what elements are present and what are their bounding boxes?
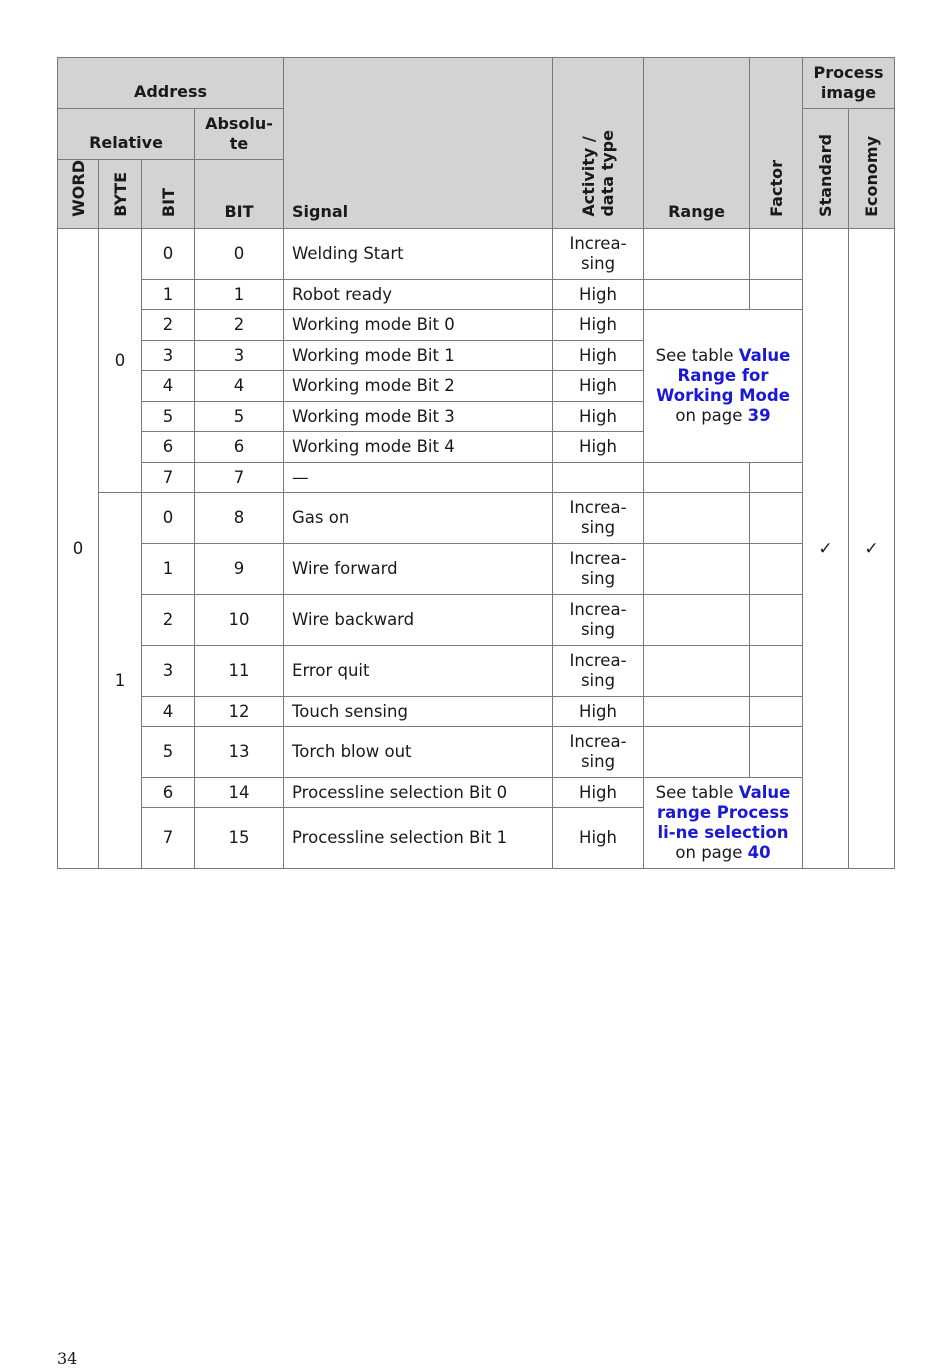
signal-cell: Working mode Bit 2 xyxy=(284,371,553,402)
range-cell xyxy=(644,646,750,697)
activity-cell: Increa-sing xyxy=(553,493,644,544)
signal-cell: Gas on xyxy=(284,493,553,544)
bit-cell: 4 xyxy=(142,697,195,727)
abs-bit-cell: 5 xyxy=(195,402,284,432)
activity-cell: High xyxy=(553,402,644,432)
bit-cell: 1 xyxy=(142,280,195,310)
page-40-link[interactable]: 40 xyxy=(747,843,771,862)
bit-cell: 5 xyxy=(142,402,195,432)
activity-cell: Increa-sing xyxy=(553,595,644,646)
signal-header: Signal xyxy=(284,58,553,229)
signal-cell: Wire backward xyxy=(284,595,553,646)
factor-cell xyxy=(750,463,803,493)
value-range-processline-link[interactable]: Value range Process li-ne selection xyxy=(657,783,791,842)
abs-bit-cell: 13 xyxy=(195,727,284,778)
activity-cell: High xyxy=(553,371,644,402)
process-image-header: Process image xyxy=(803,58,895,109)
factor-cell xyxy=(750,646,803,697)
signal-cell: Processline selection Bit 1 xyxy=(284,808,553,869)
bit-cell: 2 xyxy=(142,595,195,646)
value-range-working-mode-link[interactable]: Value Range for Working Mode xyxy=(656,346,791,405)
economy-header: Economy xyxy=(849,109,895,229)
absolute-header: Absolu-te xyxy=(195,109,284,160)
abs-bit-cell: 2 xyxy=(195,310,284,341)
range-reference-working-mode: See table Value Range for Working Mode on page 39 xyxy=(644,310,803,463)
abs-bit-cell: 0 xyxy=(195,229,284,280)
signal-cell: Working mode Bit 0 xyxy=(284,310,553,341)
abs-bit-cell: 1 xyxy=(195,280,284,310)
range-cell xyxy=(644,229,750,280)
bit-cell: 7 xyxy=(142,808,195,869)
activity-cell: Increa-sing xyxy=(553,727,644,778)
bit-cell: 0 xyxy=(142,493,195,544)
factor-cell xyxy=(750,229,803,280)
abs-bit-cell: 4 xyxy=(195,371,284,402)
bit-cell: 5 xyxy=(142,727,195,778)
byte-header: BYTE xyxy=(99,160,142,229)
range-header: Range xyxy=(644,58,750,229)
bit-cell: 0 xyxy=(142,229,195,280)
abs-bit-cell: 8 xyxy=(195,493,284,544)
activity-cell: High xyxy=(553,280,644,310)
range-cell xyxy=(644,595,750,646)
standard-check: ✓ xyxy=(803,229,849,869)
abs-bit-cell: 12 xyxy=(195,697,284,727)
signal-cell: Error quit xyxy=(284,646,553,697)
factor-cell xyxy=(750,493,803,544)
activity-header: Activity / data type xyxy=(553,58,644,229)
abs-bit-header: BIT xyxy=(195,160,284,229)
signal-table xyxy=(57,57,895,869)
range-cell xyxy=(644,544,750,595)
bit-cell: 2 xyxy=(142,310,195,341)
factor-cell xyxy=(750,595,803,646)
range-cell xyxy=(644,493,750,544)
range-cell xyxy=(644,727,750,778)
range-cell xyxy=(644,280,750,310)
activity-cell: Increa-sing xyxy=(553,229,644,280)
activity-cell xyxy=(553,463,644,493)
bit-cell: 1 xyxy=(142,544,195,595)
signal-cell: Touch sensing xyxy=(284,697,553,727)
activity-cell: High xyxy=(553,697,644,727)
abs-bit-cell: 15 xyxy=(195,808,284,869)
bit-cell: 6 xyxy=(142,778,195,808)
signal-cell: Wire forward xyxy=(284,544,553,595)
bit-cell: 3 xyxy=(142,646,195,697)
factor-cell xyxy=(750,280,803,310)
abs-bit-cell: 10 xyxy=(195,595,284,646)
factor-cell xyxy=(750,727,803,778)
byte-cell: 0 xyxy=(99,229,142,493)
signal-cell: Torch blow out xyxy=(284,727,553,778)
bit-cell: 6 xyxy=(142,432,195,463)
page-39-link[interactable]: 39 xyxy=(747,406,771,425)
factor-header: Factor xyxy=(750,58,803,229)
abs-bit-cell: 7 xyxy=(195,463,284,493)
bit-header: BIT xyxy=(142,160,195,229)
activity-cell: High xyxy=(553,808,644,869)
abs-bit-cell: 3 xyxy=(195,341,284,371)
word-header: WORD xyxy=(58,160,99,229)
factor-cell xyxy=(750,544,803,595)
signal-cell: Working mode Bit 3 xyxy=(284,402,553,432)
byte-cell: 1 xyxy=(99,493,142,869)
standard-header: Standard xyxy=(803,109,849,229)
address-header: Address xyxy=(58,58,284,109)
economy-check: ✓ xyxy=(849,229,895,869)
activity-cell: High xyxy=(553,341,644,371)
factor-cell xyxy=(750,697,803,727)
activity-cell: High xyxy=(553,432,644,463)
range-reference-processline: See table Value range Process li-ne selection on page 40 xyxy=(644,778,803,869)
abs-bit-cell: 11 xyxy=(195,646,284,697)
abs-bit-cell: 6 xyxy=(195,432,284,463)
word-cell: 0 xyxy=(58,229,99,869)
activity-cell: Increa-sing xyxy=(553,544,644,595)
signal-cell: Processline selection Bit 0 xyxy=(284,778,553,808)
relative-header: Relative xyxy=(58,109,195,160)
range-cell xyxy=(644,697,750,727)
signal-cell: Working mode Bit 1 xyxy=(284,341,553,371)
signal-cell: — xyxy=(284,463,553,493)
abs-bit-cell: 9 xyxy=(195,544,284,595)
activity-cell: Increa-sing xyxy=(553,646,644,697)
bit-cell: 3 xyxy=(142,341,195,371)
activity-cell: High xyxy=(553,310,644,341)
signal-cell: Working mode Bit 4 xyxy=(284,432,553,463)
bit-cell: 4 xyxy=(142,371,195,402)
signal-cell: Welding Start xyxy=(284,229,553,280)
activity-cell: High xyxy=(553,778,644,808)
bit-cell: 7 xyxy=(142,463,195,493)
signal-cell: Robot ready xyxy=(284,280,553,310)
page-number: 34 xyxy=(57,1349,78,1368)
abs-bit-cell: 14 xyxy=(195,778,284,808)
range-cell xyxy=(644,463,750,493)
